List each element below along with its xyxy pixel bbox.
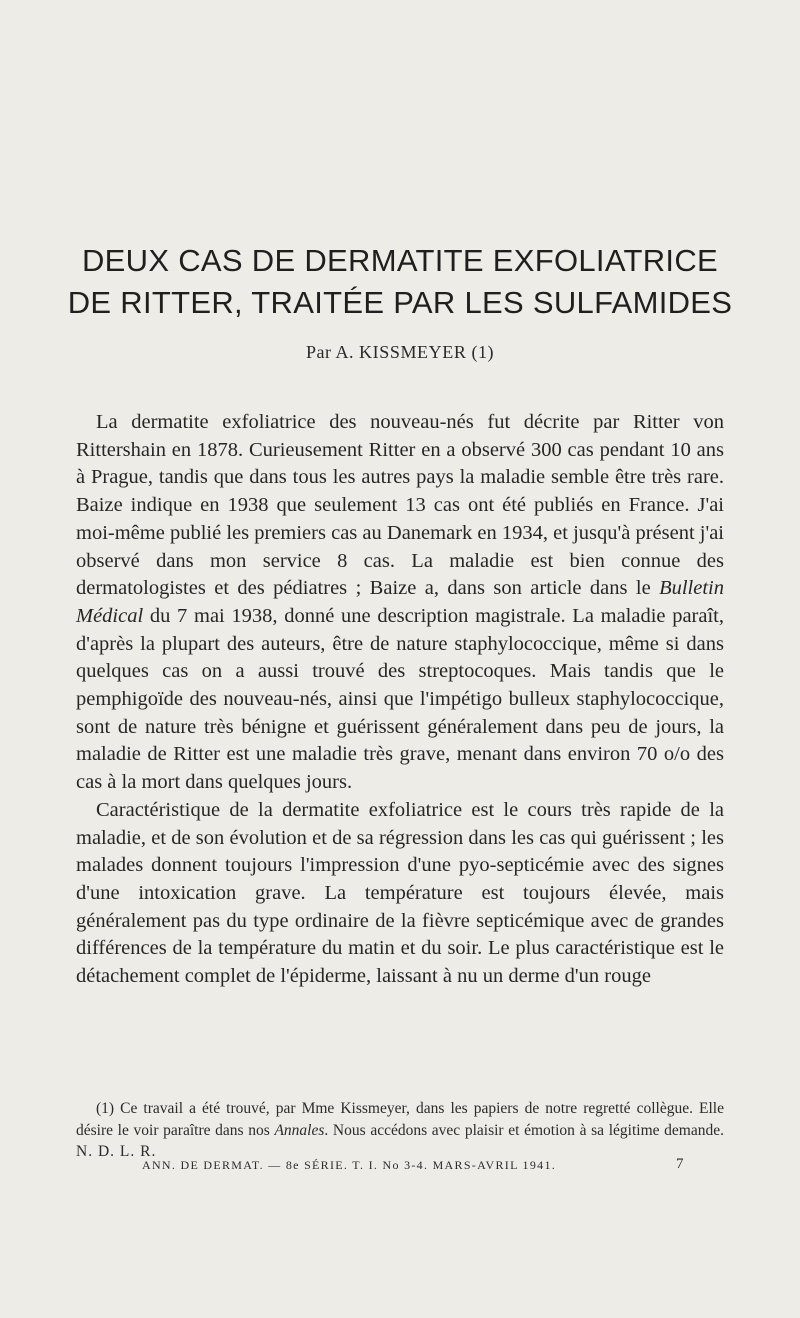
byline-prefix: Par A. <box>306 342 360 362</box>
title-line-2: DE RITTER, TRAITÉE PAR LES SULFAMIDES <box>67 285 733 320</box>
journal-title-italic: Bulletin Médical <box>76 577 724 627</box>
article-title <box>40 240 760 324</box>
paragraph-1-part-2: du 7 mai 1938, donné une description magistrale. La maladie paraît, d'après la plupart des auteurs, être de nature staphylococcique, même si dans quelques cas on a aussi trouvé des streptocoques. Mais tandis que le pemphigoïde des nouveau-nés, ainsi que l'impétigo bulleux staphylococcique, sont de nature très bénigne et guérissent généralement dans peu de jours, la maladie de Ritter est une maladie très grave, menant dans environ 70 o/o des cas à la mort dans quelques jours. <box>76 604 724 794</box>
article-body <box>76 409 724 991</box>
footnote <box>76 1098 724 1163</box>
title-line-1: DEUX CAS DE DERMATITE EXFOLIATRICE <box>81 243 719 278</box>
author-name: KISSMEYER <box>359 342 467 362</box>
editor-signature: N. D. L. R. <box>76 1143 157 1160</box>
footnote-part-2: . Nous accédons avec plaisir et émotion à sa légitime demande. <box>324 1121 725 1139</box>
paragraph-1 <box>76 409 724 797</box>
paragraph-2: Caractéristique de la dermatite exfoliatrice est le cours très rapide de la maladie, et de son évolution et de sa régression dans les cas qui guérissent ; les malades donnent toujours l'impression d'une pyo-septicémie avec des signes d'une intoxication grave. La température est toujours élevée, mais généralement pas du type ordinaire de la fièvre septicémique avec de grandes différences de la température du matin et du soir. Le plus caractéristique est le détachement complet de l'épiderme, laissant à nu un derme d'un rouge <box>76 798 724 988</box>
footnote-part-1: (1) Ce travail a été trouvé, par Mme Kissmeyer, dans les papiers de notre regretté collègue. Elle désire le voir paraître dans nos <box>76 1100 724 1139</box>
author-byline <box>0 342 800 363</box>
footnote-reference: (1) <box>466 342 494 362</box>
footnote-italic: Annales <box>274 1121 325 1139</box>
paragraph-1-part-1: La dermatite exfoliatrice des nouveau-nés fut décrite par Ritter von Rittershain en 1878. Curieusement Ritter en a observé 300 cas pendant 10 ans à Prague, tandis que dans tous les autres pays la maladie semble être très rare. Baize indique en 1938 que seulement 13 cas ont été publiés en France. J'ai moi-même publié les premiers cas au Danemark en 1934, et jusqu'à présent j'ai observé dans mon service 8 cas. La maladie est bien connue des dermatologistes et des pédiatres ; Baize a, dans son article dans le <box>76 411 724 600</box>
running-footer: ANN. DE DERMAT. — 8e SÉRIE. T. I. No 3-4. MARS-AVRIL 1941. <box>142 1158 557 1172</box>
page-number: 7 <box>676 1156 684 1172</box>
